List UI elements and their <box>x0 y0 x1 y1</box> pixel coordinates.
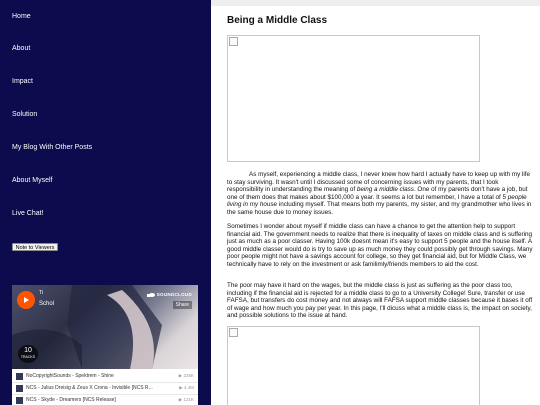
track-plays: ▶ 121K <box>178 397 194 402</box>
nav-solution[interactable]: Solution <box>12 111 38 118</box>
nav-impact[interactable]: Impact <box>12 78 34 85</box>
play-icon <box>22 296 30 304</box>
share-button[interactable]: Share <box>173 301 192 309</box>
artwork-illustration <box>12 285 198 369</box>
nav-live-chat[interactable]: Live Chat! <box>12 210 44 217</box>
paragraph-text: As myself, experiencing a middle class, I never knew how hard I actually have to keep up with my life to stay surviving. It wasn't until I discussed some of concerning issues with my parents, that I took responsibility in understanding the meaning of <box>227 171 531 194</box>
playlist-artwork <box>12 285 198 369</box>
track-row[interactable] <box>12 395 198 405</box>
sidebar <box>0 0 211 405</box>
player-title[interactable]: Schol <box>39 301 55 307</box>
track-thumbnail <box>16 373 23 380</box>
nav-about[interactable]: About <box>12 45 31 52</box>
note-to-viewers-button[interactable]: Note to Viewers <box>12 243 58 251</box>
track-plays: ▶ 226K <box>178 373 194 378</box>
page-title: Being a Middle Class <box>227 15 328 26</box>
broken-image <box>227 35 480 162</box>
track-thumbnail <box>16 397 23 404</box>
top-strip <box>211 0 540 6</box>
broken-image <box>227 326 480 405</box>
track-row[interactable] <box>12 371 198 383</box>
track-plays: ▶ 4.4M <box>179 385 194 390</box>
paragraph-3: The poor may have it hard on the wages, but the middle class is just as suffering as the poor class too, including if the financial aid is rejected for a middle class to go to a University College! Sure, transfer or use FAFSA, but transfers do cost money and not always will FAFSA support middle classes because it bases it off of wage and how much you pay per year. In this page, I'll dicuss what a middle class is, the impact on society, and possible solutions to the issue at hand. <box>227 282 533 320</box>
soundcloud-logo[interactable] <box>147 292 192 297</box>
track-row[interactable] <box>12 383 198 395</box>
paragraph-2: Sometimes I wonder about myself if middle class can have a chance to get the attention help to support financial aid. The government needs to realize that there is inequality of taxes on middle class and is suffering just as much as a poor classer. Having 100k doesnt mean it's easy to support 5 people and the house itself. A good middle classer would do is try to save up as much money they could possibly get through savings. Many poor people might not have a savings account for college, so they get financial aid, but for Middle Class, we technically have to rely on the investment or ask familimly/friends members to aid the cost. <box>227 223 533 268</box>
player-artist[interactable]: Ti <box>39 290 43 296</box>
paragraph-text: including myself. That means both my parents, my sister, and my grandmother who lives in the same house due to money issues. <box>227 201 532 216</box>
emphasis-text: people living in my house <box>227 193 527 209</box>
track-name: NCS - Skyde - Dreamers [NCS Release] <box>26 397 116 403</box>
paragraph-1 <box>227 171 535 217</box>
track-count-badge <box>18 345 38 363</box>
soundcloud-cloud-icon <box>147 292 155 297</box>
track-count-label: TRACKS <box>20 355 36 359</box>
play-count: 226K <box>183 373 194 378</box>
nav-about-myself[interactable]: About Myself <box>12 177 53 184</box>
nav-home[interactable]: Home <box>12 13 31 20</box>
track-name: NCS - Julius Dreisig & Zeus X Crona - Invisible [NCS R... <box>26 385 153 391</box>
play-count: 121K <box>183 397 194 402</box>
emphasis-text: being a middle class <box>356 186 414 194</box>
nav-blog[interactable]: My Blog With Other Posts <box>12 144 93 151</box>
track-count: 10 <box>24 347 32 354</box>
broken-image-icon <box>229 328 238 337</box>
track-thumbnail <box>16 385 23 392</box>
play-count: 4.4M <box>183 385 194 390</box>
main-content <box>211 0 540 405</box>
soundcloud-player <box>12 285 198 405</box>
play-button[interactable] <box>17 291 35 309</box>
broken-image-icon <box>229 37 238 46</box>
paragraph-text: . One of my parents don't have a job, but one of them does that makes about $100,000 a year. It seems a lot but remember, I have a total of 5 <box>227 186 528 201</box>
track-name: NoCopyrightSounds - Spektrem - Shine <box>26 373 114 379</box>
soundcloud-brand: SOUNDCLOUD <box>156 292 192 297</box>
